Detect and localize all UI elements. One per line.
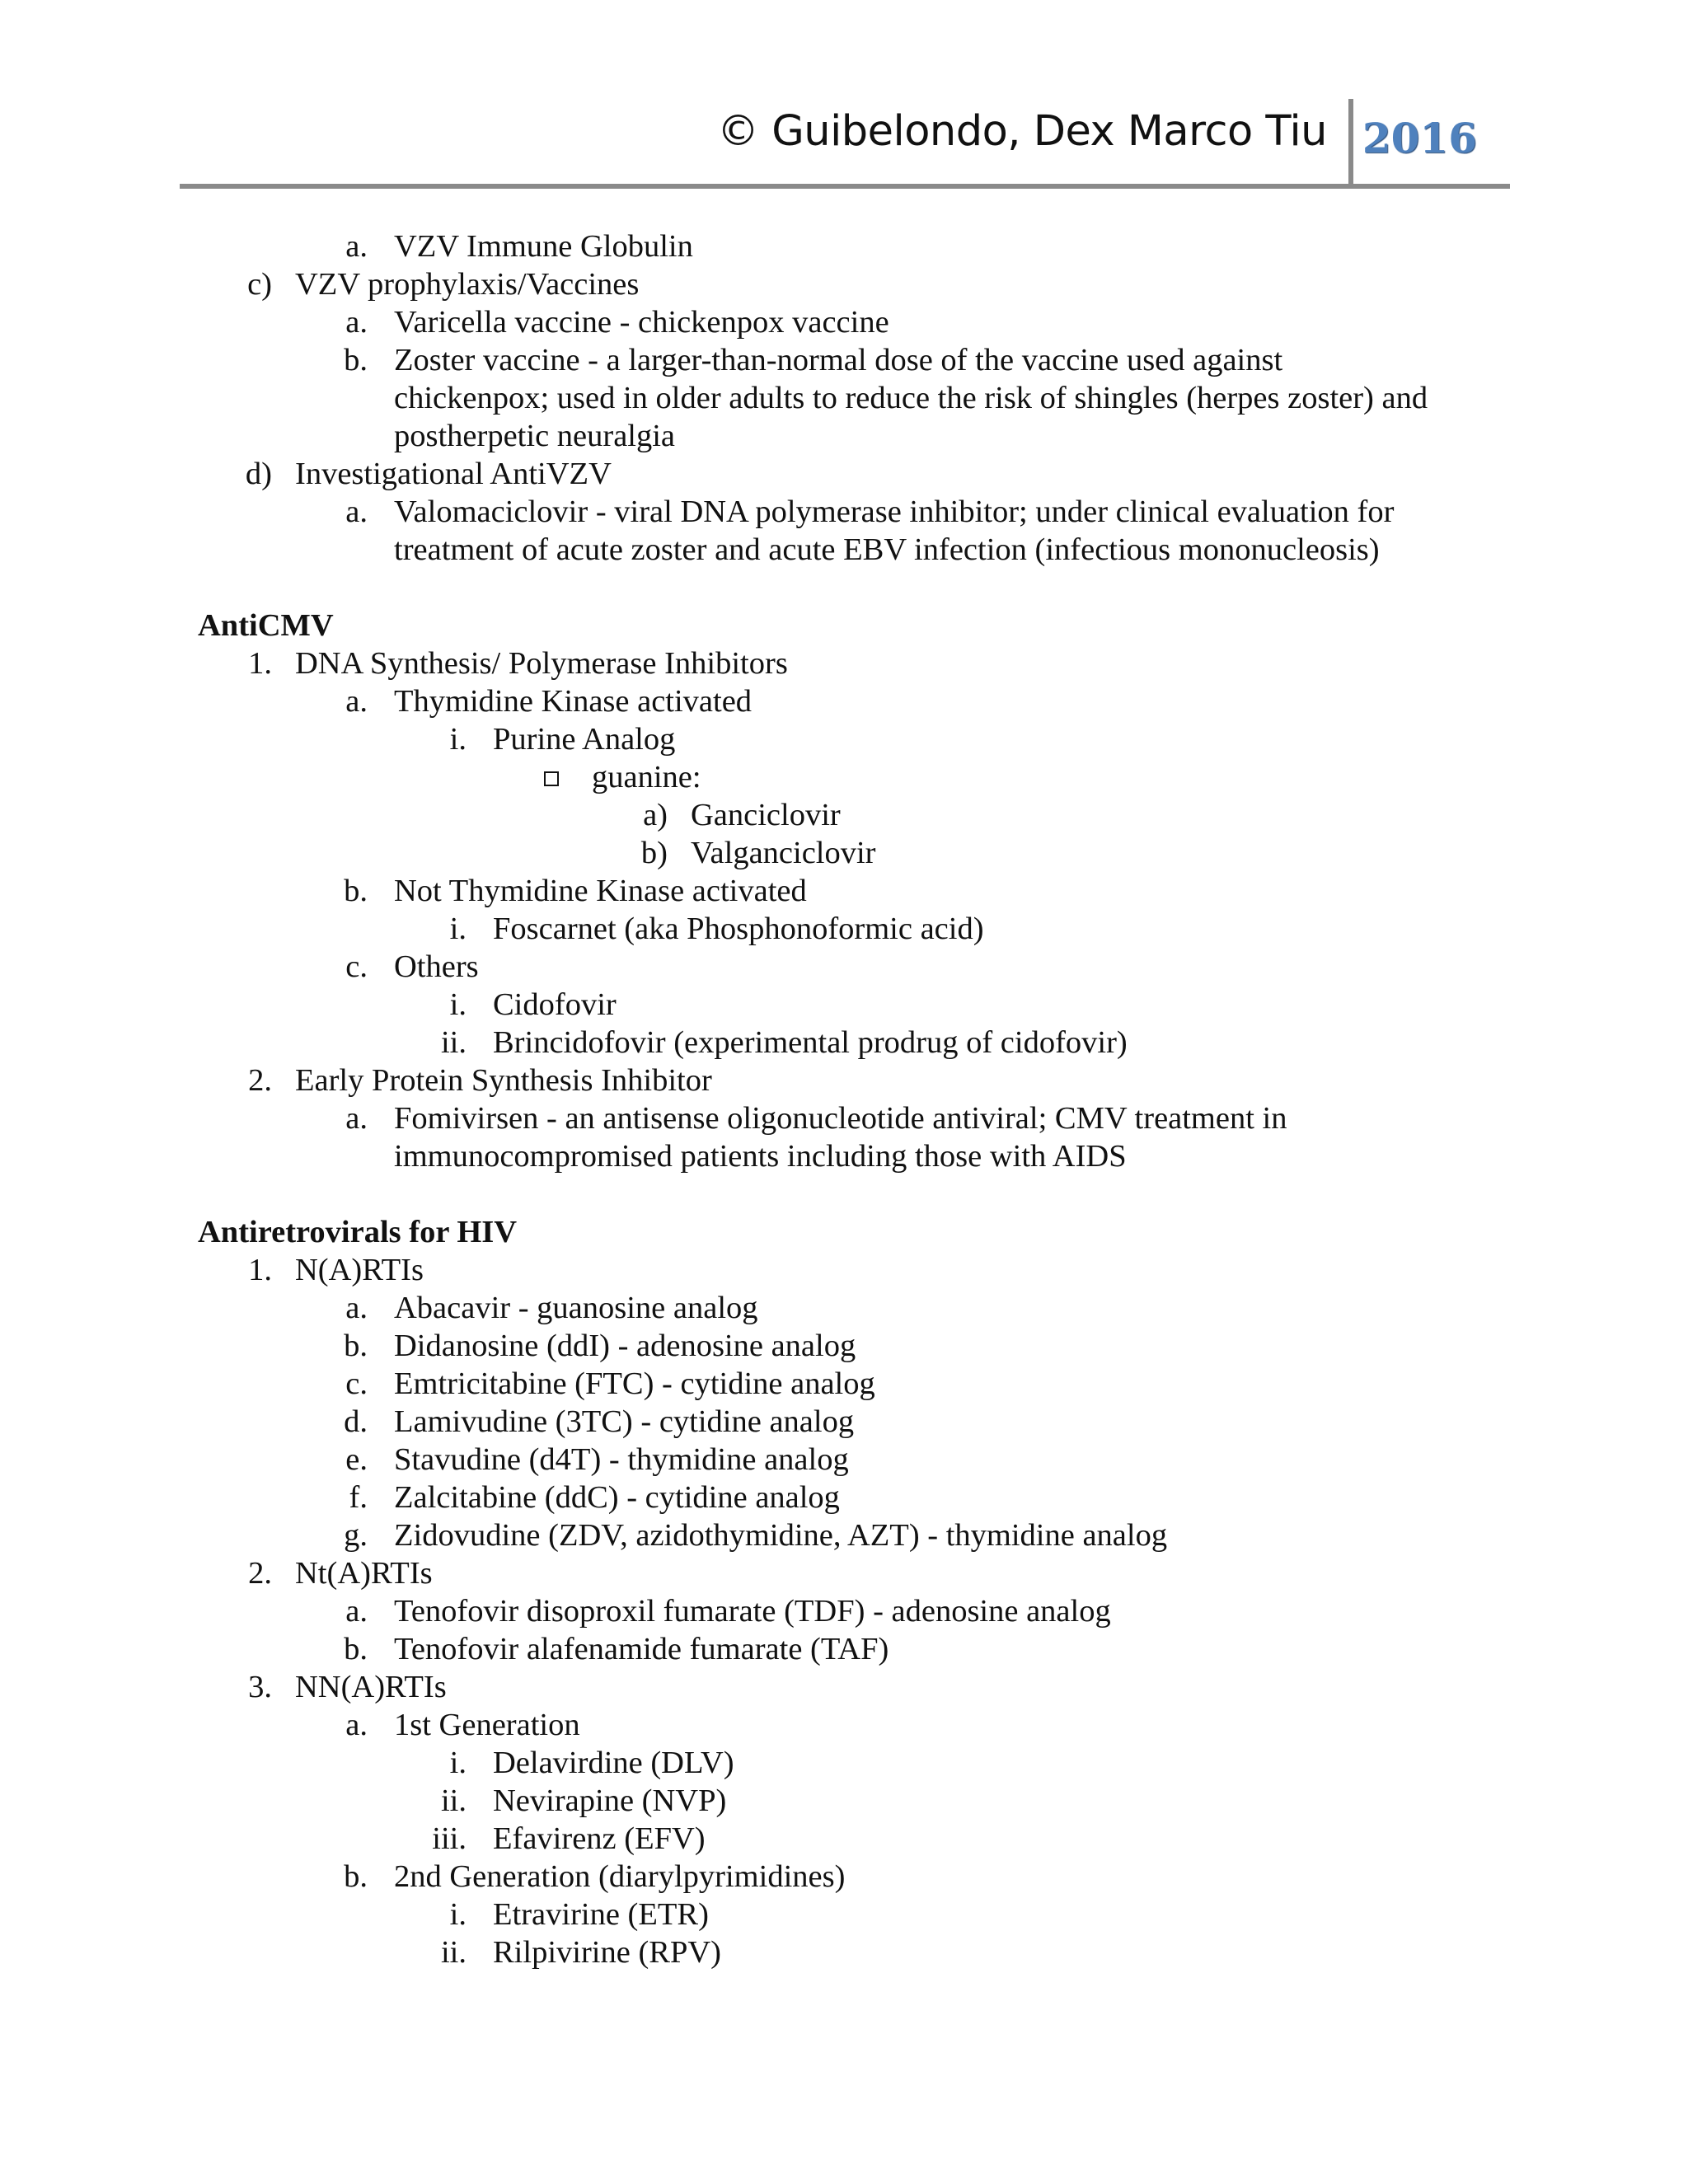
list-text: postherpetic neuralgia <box>394 419 676 453</box>
list-marker: b. <box>344 874 368 908</box>
list-text: Cidofovir <box>493 987 617 1022</box>
list-item <box>0 1289 1688 1327</box>
list-item <box>0 834 1688 872</box>
page-header <box>180 97 1510 188</box>
list-item <box>0 1896 1688 1933</box>
list-marker: i. <box>449 1897 467 1932</box>
list-marker: c. <box>345 1366 368 1401</box>
list-item <box>0 1251 1688 1289</box>
list-text: Not Thymidine Kinase activated <box>394 874 807 908</box>
list-item <box>0 1554 1688 1592</box>
list-item <box>0 1630 1688 1668</box>
header-author: © Guibelondo, Dex Marco Tiu <box>717 107 1327 156</box>
list-item <box>0 758 1688 796</box>
list-text: Zalcitabine (ddC) - cytidine analog <box>394 1480 840 1515</box>
list-marker: d. <box>344 1404 368 1439</box>
list-text: Abacavir - guanosine analog <box>394 1291 758 1325</box>
list-text: Valganciclovir <box>691 836 876 870</box>
list-text: Early Protein Synthesis Inhibitor <box>295 1063 712 1098</box>
list-text: Brincidofovir (experimental prodrug of cidofovir) <box>493 1025 1128 1060</box>
list-marker: e. <box>345 1442 368 1477</box>
section-heading-anticmv: AntiCMV <box>198 608 334 643</box>
list-marker: d) <box>245 457 272 491</box>
list-text: Foscarnet (aka Phosphonoformic acid) <box>493 912 984 946</box>
list-text: Thymidine Kinase activated <box>394 684 753 719</box>
list-text: DNA Synthesis/ Polymerase Inhibitors <box>295 646 788 681</box>
list-item <box>0 644 1688 682</box>
list-marker: b. <box>344 1329 368 1363</box>
list-text: chickenpox; used in older adults to reduce the risk of shingles (herpes zoster) and <box>394 381 1428 415</box>
list-item <box>0 303 1688 341</box>
list-marker: 1. <box>248 1253 272 1287</box>
list-text: Zidovudine (ZDV, azidothymidine, AZT) - thymidine analog <box>394 1518 1168 1553</box>
list-marker: g. <box>344 1518 368 1553</box>
header-year: 2016 <box>1362 114 1477 162</box>
list-marker: i. <box>449 1746 467 1780</box>
list-item <box>0 1327 1688 1365</box>
list-item <box>0 341 1688 379</box>
list-text: Lamivudine (3TC) - cytidine analog <box>394 1404 855 1439</box>
list-text: Nt(A)RTIs <box>295 1556 433 1591</box>
list-text: treatment of acute zoster and acute EBV infection (infectious mononucleosis) <box>394 532 1380 567</box>
list-marker: i. <box>449 912 467 946</box>
list-item <box>0 872 1688 910</box>
list-item <box>0 227 1688 265</box>
list-item <box>0 1062 1688 1099</box>
list-item <box>0 682 1688 720</box>
list-marker: a. <box>345 1291 368 1325</box>
list-text: Nevirapine (NVP) <box>493 1783 727 1818</box>
list-marker: ii. <box>440 1025 467 1060</box>
list-text: Investigational AntiVZV <box>295 457 612 491</box>
list-item <box>0 493 1688 531</box>
list-text: immunocompromised patients including those with AIDS <box>394 1139 1127 1174</box>
list-marker: iii. <box>432 1821 467 1856</box>
list-item <box>0 1744 1688 1782</box>
list-text: Delavirdine (DLV) <box>493 1746 734 1780</box>
list-item <box>0 986 1688 1024</box>
list-item <box>0 720 1688 758</box>
list-item <box>0 948 1688 986</box>
list-item <box>0 1858 1688 1896</box>
list-item <box>0 455 1688 493</box>
list-text: Stavudine (d4T) - thymidine analog <box>394 1442 849 1477</box>
list-marker: b. <box>344 343 368 377</box>
header-divider <box>1348 99 1353 185</box>
list-text: VZV prophylaxis/Vaccines <box>295 267 640 302</box>
list-text: N(A)RTIs <box>295 1253 424 1287</box>
list-item <box>0 1516 1688 1554</box>
list-marker: a) <box>643 798 668 832</box>
list-text: Didanosine (ddI) - adenosine analog <box>394 1329 856 1363</box>
list-item <box>0 1668 1688 1706</box>
list-marker: c. <box>345 949 368 984</box>
list-marker: a. <box>345 684 368 719</box>
list-item-continuation <box>0 1137 1688 1175</box>
list-marker: a. <box>345 1594 368 1629</box>
section-heading-antiretrovirals: Antiretrovirals for HIV <box>198 1215 518 1249</box>
list-text: Emtricitabine (FTC) - cytidine analog <box>394 1366 875 1401</box>
list-marker: a. <box>345 229 368 264</box>
list-item <box>0 1782 1688 1820</box>
list-text: guanine: <box>592 760 701 794</box>
list-text: Purine Analog <box>493 722 676 757</box>
list-item <box>0 1592 1688 1630</box>
list-text: Efavirenz (EFV) <box>493 1821 706 1856</box>
list-item <box>0 1365 1688 1403</box>
list-item-continuation <box>0 379 1688 417</box>
list-text: Others <box>394 949 479 984</box>
list-text: 2nd Generation (diarylpyrimidines) <box>394 1859 846 1894</box>
list-marker: f. <box>349 1480 368 1515</box>
list-item <box>0 265 1688 303</box>
list-marker: b. <box>344 1859 368 1894</box>
list-item <box>0 1403 1688 1441</box>
list-text: Ganciclovir <box>691 798 841 832</box>
list-text: Varicella vaccine - chickenpox vaccine <box>394 305 889 340</box>
list-item <box>0 796 1688 834</box>
list-marker: i. <box>449 987 467 1022</box>
list-marker: a. <box>345 1708 368 1742</box>
list-text: Rilpivirine (RPV) <box>493 1935 721 1970</box>
list-text: NN(A)RTIs <box>295 1670 447 1704</box>
list-text: Valomaciclovir - viral DNA polymerase inhibitor; under clinical evaluation for <box>394 494 1395 529</box>
list-marker: ii. <box>440 1783 467 1818</box>
square-bullet-icon <box>544 771 559 786</box>
list-marker: i. <box>449 722 467 757</box>
list-marker: a. <box>345 305 368 340</box>
list-marker: ii. <box>440 1935 467 1970</box>
list-text: Tenofovir alafenamide fumarate (TAF) <box>394 1632 889 1666</box>
list-marker: a. <box>345 1101 368 1136</box>
list-text: Tenofovir disoproxil fumarate (TDF) - adenosine analog <box>394 1594 1111 1629</box>
list-marker: b) <box>640 836 668 870</box>
list-item <box>0 1479 1688 1516</box>
list-text: VZV Immune Globulin <box>394 229 693 264</box>
list-marker: 2. <box>248 1556 272 1591</box>
list-marker: 1. <box>248 646 272 681</box>
list-text: Etravirine (ETR) <box>493 1897 709 1932</box>
list-item <box>0 1706 1688 1744</box>
list-item <box>0 1024 1688 1062</box>
list-item <box>0 1933 1688 1971</box>
list-text: 1st Generation <box>394 1708 580 1742</box>
list-marker: 2. <box>248 1063 272 1098</box>
list-item-continuation <box>0 531 1688 569</box>
list-marker: b. <box>344 1632 368 1666</box>
list-item <box>0 1099 1688 1137</box>
list-item <box>0 910 1688 948</box>
list-item-continuation <box>0 417 1688 455</box>
list-text: Zoster vaccine - a larger-than-normal dose of the vaccine used against <box>394 343 1283 377</box>
list-item <box>0 1441 1688 1479</box>
list-text: Fomivirsen - an antisense oligonucleotide antiviral; CMV treatment in <box>394 1101 1287 1136</box>
header-rule <box>180 184 1510 189</box>
list-marker: a. <box>345 494 368 529</box>
list-item <box>0 1820 1688 1858</box>
list-marker: c) <box>247 267 272 302</box>
list-marker: 3. <box>248 1670 272 1704</box>
